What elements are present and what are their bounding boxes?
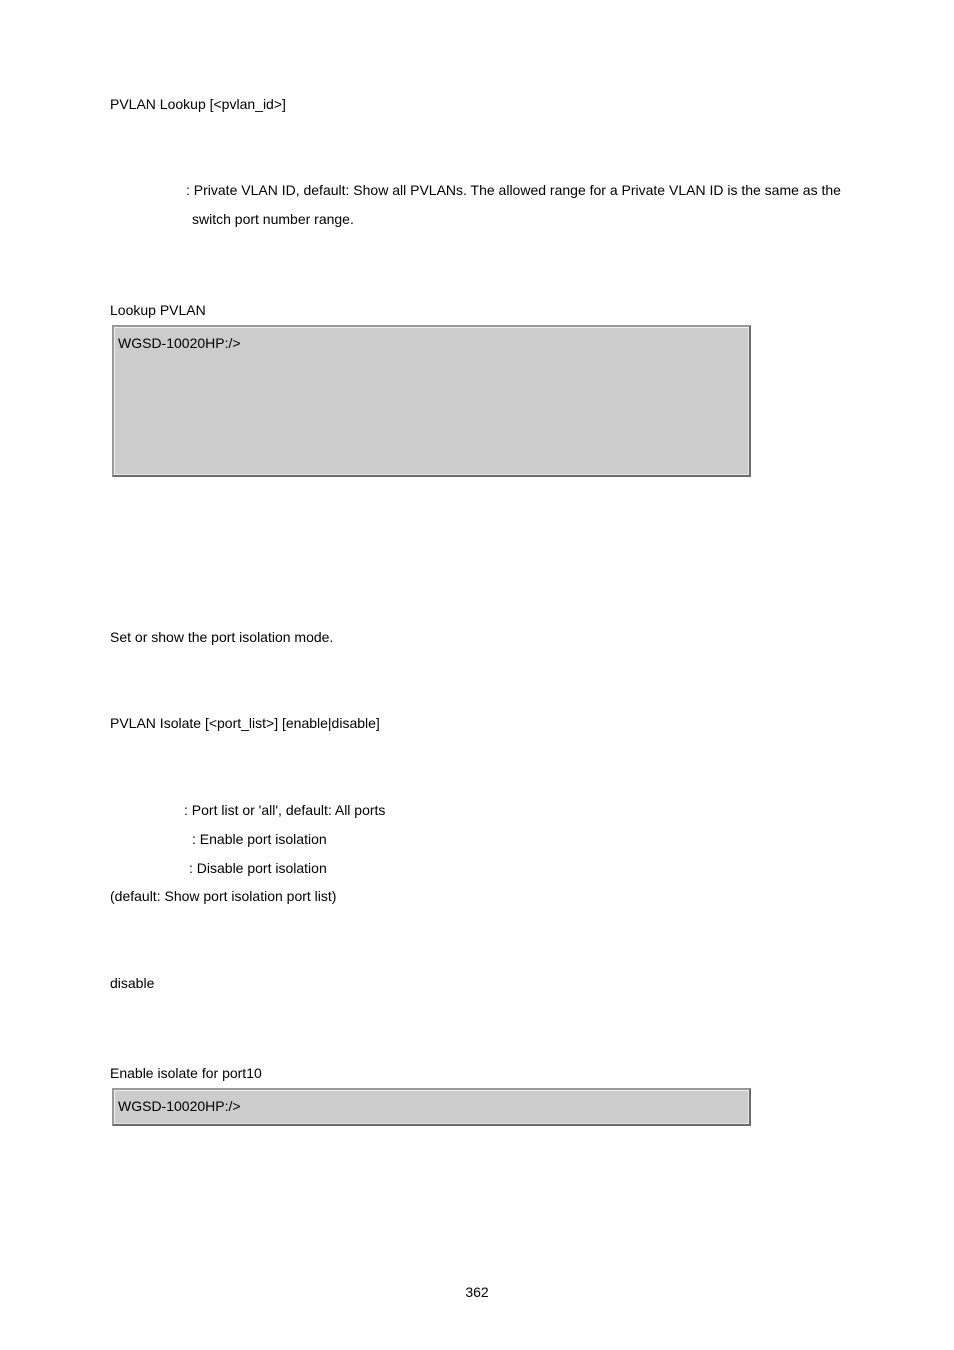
lookup-example-title: Lookup PVLAN [110, 302, 206, 318]
lookup-syntax: PVLAN Lookup [<pvlan_id>] [110, 96, 286, 112]
isolate-syntax: PVLAN Isolate [<port_list>] [enable|disable] [110, 715, 380, 731]
isolate-default-value: disable [110, 975, 155, 991]
isolate-description: Set or show the port isolation mode. [110, 629, 334, 645]
isolate-param-enable: : Enable port isolation [192, 831, 327, 847]
page-number: 362 [465, 1284, 489, 1300]
isolate-cli-box [112, 1088, 751, 1126]
isolate-param-disable: : Disable port isolation [189, 860, 327, 876]
isolate-cli-prompt: WGSD-10020HP:/> [118, 1098, 241, 1114]
lookup-param-pvlan-id-line2: switch port number range. [192, 211, 354, 227]
lookup-param-pvlan-id-line1: : Private VLAN ID, default: Show all PVLANs. The allowed range for a Private VLAN ID is the same as the [186, 182, 841, 198]
isolate-param-port-list: : Port list or 'all', default: All ports [184, 802, 386, 818]
isolate-param-default: (default: Show port isolation port list) [110, 888, 337, 904]
isolate-example-title: Enable isolate for port10 [110, 1065, 262, 1081]
lookup-cli-prompt: WGSD-10020HP:/> [118, 335, 241, 351]
lookup-cli-box [112, 325, 751, 477]
